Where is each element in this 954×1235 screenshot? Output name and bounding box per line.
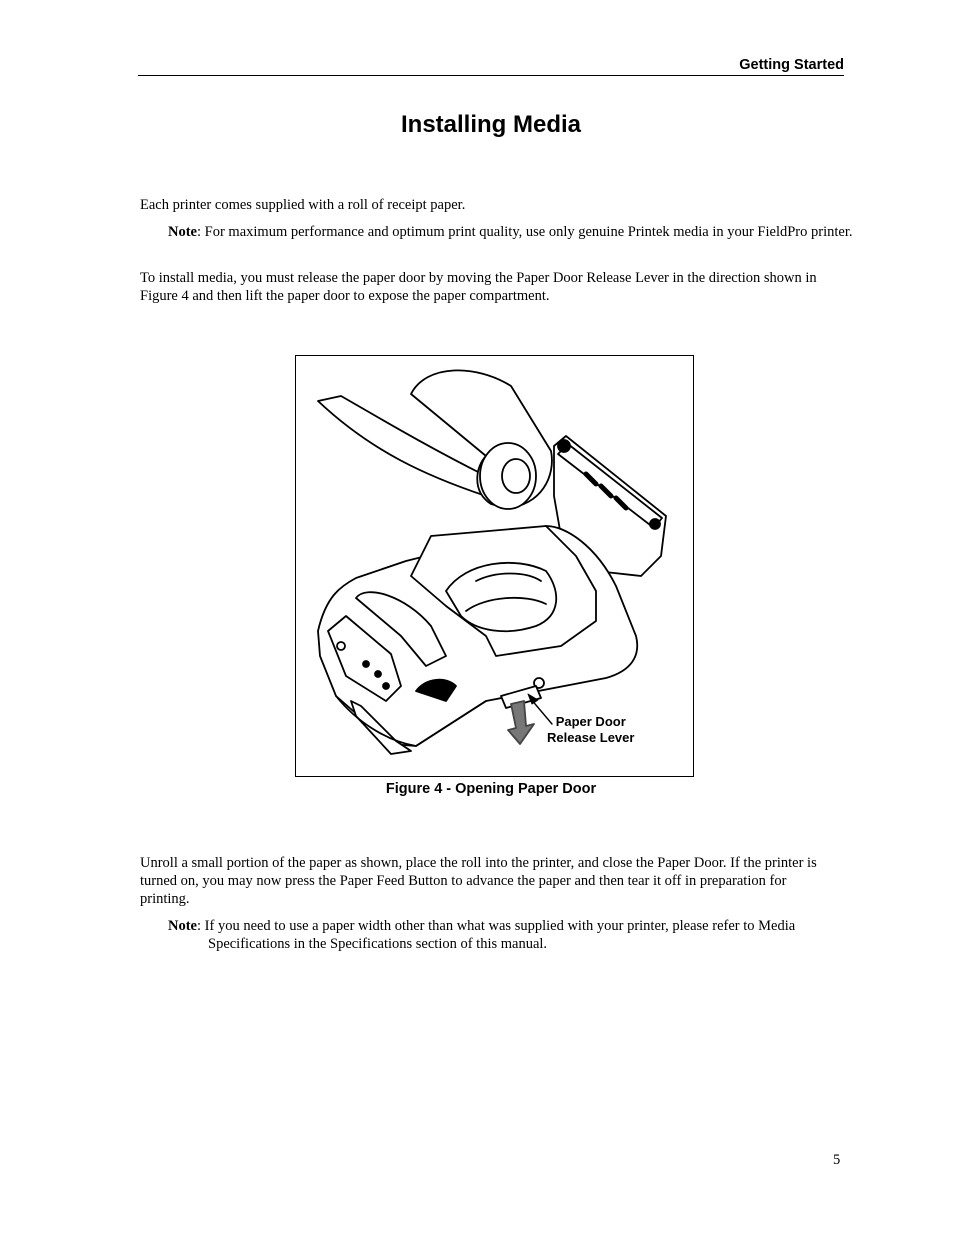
callout-line-1: Paper Door (555, 714, 626, 729)
page-title: Installing Media (400, 111, 582, 138)
indicator-4 (383, 683, 389, 689)
note-label: Note (168, 224, 197, 240)
indicator-2 (363, 661, 369, 667)
note-text: If you need to use a paper width other than what was supplied with your printer, please refer to Media Specifications in the Specifications section of this manual. (204, 918, 796, 952)
indicator-3 (375, 671, 381, 677)
indicator-1 (337, 642, 345, 650)
figure-opening-paper-door (295, 355, 694, 777)
note-performance: Note: For maximum performance and optimum print quality, use only genuine Printek media in your FieldPro printer. (168, 224, 853, 240)
printer-illustration (296, 356, 693, 776)
section-title: Getting Started (739, 57, 844, 73)
intro-paragraph: Each printer comes supplied with a roll of receipt paper. (140, 197, 466, 213)
note-paper-width: Note: If you need to use a paper width other than what was supplied with your printer, please refer to Media Specifications in the Specifications section of this manual. (168, 918, 796, 952)
callout-label (547, 714, 634, 746)
door-gear-right (650, 519, 660, 529)
figure-caption: Figure 4 - Opening Paper Door (385, 781, 597, 797)
note-label: Note (168, 918, 197, 934)
door-gear-left (558, 440, 570, 452)
direction-arrow (508, 701, 534, 744)
callout-line-2: Release Lever (547, 730, 635, 745)
note-text: For maximum performance and optimum print quality, use only genuine Printek media in your FieldPro printer. (204, 224, 853, 240)
page-number: 5 (833, 1152, 841, 1168)
unroll-paragraph: Unroll a small portion of the paper as shown, place the roll into the printer, and close the Paper Door. If the printer is turned on, you may now press the Paper Feed Button to advance the paper and then tear it off in preparation for printing. (140, 855, 817, 907)
paper-roll-core (502, 459, 530, 493)
install-paragraph: To install media, you must release the paper door by moving the Paper Door Release Lever in the direction shown in Figure 4 and then lift the paper door to expose the paper compartment. (140, 270, 817, 304)
running-header (138, 56, 844, 76)
